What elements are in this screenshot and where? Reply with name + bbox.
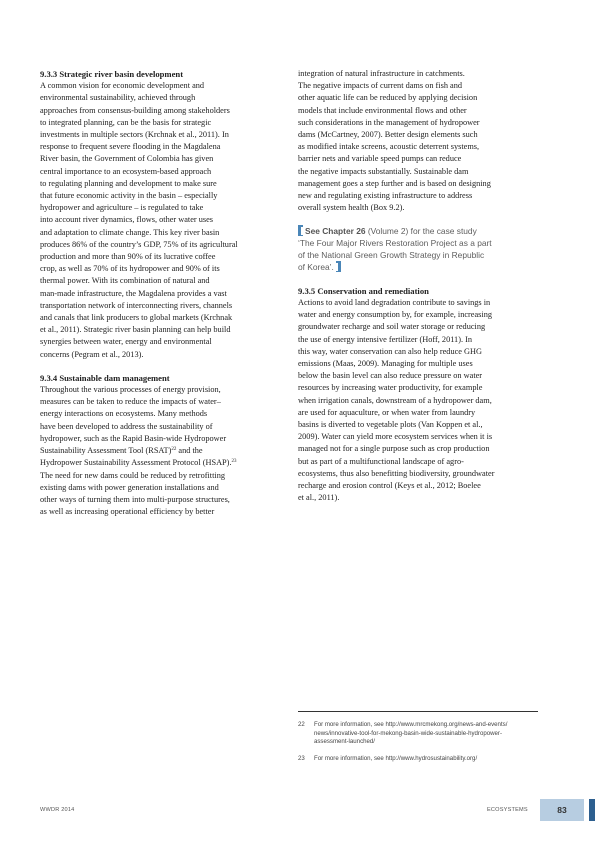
rsat-text: Sustainability Assessment Tool (RSAT) — [40, 446, 172, 456]
footnotes — [298, 721, 543, 771]
text-line: Throughout the various processes of energy provision, — [40, 385, 221, 395]
text-line: into account river dynamics, flows, other water uses — [40, 215, 214, 225]
chapter-crossref[interactable] — [298, 225, 539, 273]
crossref-text-4: of Korea’. — [298, 262, 334, 273]
text-line: energy interactions on ecosystems. Many methods — [40, 409, 208, 419]
section-heading-conservation: 9.3.5 Conservation and remediation — [298, 285, 429, 296]
page-tab-marker — [589, 799, 595, 821]
text-line: this way, water conservation can also help reduce GHG — [298, 346, 483, 356]
text-line: the use of energy intensive fertilizer (Hoff, 2011). In — [298, 334, 473, 344]
text-line: central importance to an ecosystem-based approach — [40, 166, 212, 176]
text-line: dams (McCartney, 2007). Better design elements such — [298, 130, 478, 140]
text-line: have been developed to address the sustainability of — [40, 421, 213, 431]
text-line: as well as increasing operational efficiency by better — [40, 507, 215, 517]
text-line: The need for new dams could be reduced by retrofitting — [40, 470, 225, 480]
text-line: emissions (Maas, 2009). Managing for multiple uses — [298, 359, 473, 369]
left-column — [40, 68, 285, 518]
hsap-line — [40, 457, 285, 469]
right-column — [298, 68, 539, 504]
footnote-link-text[interactable]: For more information, see http://www.hydrosustainability.org/ — [314, 754, 478, 762]
text-line: other aquatic life can be reduced by applying decision — [298, 93, 478, 103]
text-line: Actions to avoid land degradation contribute to savings in — [298, 298, 491, 308]
text-line: and canals that link producers to global markets (Krchnak — [40, 313, 233, 323]
text-line: that future economic activity in the basin – especially — [40, 191, 218, 201]
section-heading-sustainable-dam: 9.3.4 Sustainable dam management — [40, 372, 170, 383]
page-number: 83 — [540, 799, 584, 821]
paragraph-strategic-river-basin — [40, 80, 285, 361]
text-line: investments in multiple sectors (Krchnak et al., 2011). In — [40, 130, 229, 140]
text-line: approaches from consensus-building among stakeholders — [40, 105, 230, 115]
paragraph-sustainable-dam — [40, 384, 285, 518]
text-line: are used for aquaculture, or when water from laundry — [298, 407, 476, 417]
text-line: to regulating planning and development to make sure — [40, 178, 217, 188]
footnote-link-text[interactable]: For more information, see http://www.mrcmekong.org/news-and-events/ — [314, 721, 508, 728]
text-line: A common vision for economic development and — [40, 81, 205, 91]
text-line: crop, as well as 70% of its hydropower and 90% of its — [40, 264, 220, 274]
text-line: new and regulating existing infrastructure to address — [298, 191, 473, 201]
footnote-link-text[interactable]: news/innovative-tool-for-mekong-basin-wide-sustainable-hydropower- — [314, 729, 502, 737]
rsat-line — [40, 445, 285, 457]
text-line: basins is diverted to vegetable plots (Van Koppen et al., — [298, 420, 483, 430]
text-line: models that include environmental flows and other — [298, 105, 467, 115]
crossref-text-1: (Volume 2) for the case study — [365, 226, 477, 237]
text-line: man-made infrastructure, the Magdalena provides a vast — [40, 288, 227, 298]
text-line: response to frequent severe flooding in the Magdalena — [40, 142, 221, 152]
text-line: production and more than 90% of its lucrative coffee — [40, 252, 216, 262]
text-line: the negative impacts substantially. Sustainable dam — [298, 166, 469, 176]
text-line: River basin, the Government of Colombia has given — [40, 154, 214, 164]
text-line: as modified intake screens, acoustic deterrent systems, — [298, 142, 480, 152]
footnote-link-text[interactable]: assessment-launched/ — [314, 738, 375, 746]
crossref-text-2: ‘The Four Major Rivers Restoration Project as a part — [298, 238, 492, 249]
text-line: thermal power. With its combination of natural and — [40, 276, 210, 286]
text-line: such considerations in the management of hydropower — [298, 117, 480, 127]
text-line: produces 86% of the country’s GDP, 75% of its agricultural — [40, 239, 238, 249]
paragraph-continuation — [298, 68, 539, 214]
text-line: concerns (Pegram et al., 2013). — [40, 349, 144, 359]
text-line: management goes a step further and is based on designing — [298, 178, 491, 188]
text-line: hydropower, such as the Rapid Basin-wide Hydropower — [40, 433, 227, 443]
footnote-ref-23[interactable]: 23 — [231, 459, 237, 465]
text-line: when irrigation canals, downstream of a hydropower dam, — [298, 395, 492, 405]
text-line: managed not for a single purpose such as crop production — [298, 444, 490, 454]
footnote-23 — [298, 755, 543, 764]
text-line: but as part of a multifunctional landscape of agro- — [298, 456, 464, 466]
text-line: water and energy consumption by, for example, increasing — [298, 310, 492, 320]
text-line: integration of natural infrastructure in catchments. — [298, 69, 465, 78]
hsap-text: Hydropower Sustainability Assessment Protocol (HSAP). — [40, 458, 232, 468]
footer-section-name: ECOSYSTEMS — [487, 807, 528, 813]
text-line: below the basin level can also reduce pressure on water — [298, 371, 483, 381]
text-line: environmental sustainability, achieved through — [40, 93, 196, 103]
close-bracket-icon — [338, 261, 341, 272]
paragraph-conservation — [298, 297, 539, 504]
section-heading-strategic-river-basin: 9.3.3 Strategic river basin development — [40, 69, 184, 79]
footer-report-title: WWDR 2014 — [40, 807, 75, 813]
footnote-number: 22 — [298, 721, 305, 728]
footnote-22 — [298, 721, 543, 747]
text-line: to integrated planning, can be the basis for strategic — [40, 117, 212, 127]
text-line: synergies between water, energy and environmental — [40, 337, 212, 347]
text-line: groundwater recharge and soil water storage or reducing — [298, 322, 486, 332]
text-line: 2009). Water can yield more ecosystem services when it is — [298, 432, 493, 442]
crossref-chapter-link[interactable]: See Chapter 26 — [305, 226, 366, 237]
text-line: recharge and erosion control (Keys et al., 2012; Boelee — [298, 481, 481, 491]
text-line: and adaptation to climate change. This key river basin — [40, 227, 220, 237]
text-line: resources by increasing water productivity, for example — [298, 383, 483, 393]
text-line: other ways of turning them into multi-purpose structures, — [40, 494, 230, 504]
text-line: measures can be taken to reduce the impacts of water– — [40, 397, 221, 407]
text-line: overall system health (Box 9.2). — [298, 203, 405, 213]
text-line: The negative impacts of current dams on fish and — [298, 81, 463, 91]
text-line: barrier nets and variable speed pumps can reduce — [298, 154, 462, 164]
footnote-ref-22[interactable]: 22 — [171, 447, 177, 453]
footnote-divider — [298, 711, 538, 712]
text-line: hydropower and agriculture – is regulated to take — [40, 203, 204, 213]
text-line: et al., 2011). — [298, 493, 340, 503]
text-line: et al., 2011). Strategic river basin planning can help build — [40, 325, 231, 335]
text-line: existing dams with power generation installations and — [40, 482, 219, 492]
crossref-text-3: of the National Green Growth Strategy in Republic — [298, 249, 485, 260]
open-bracket-icon — [298, 225, 301, 236]
rsat-after-text: and the — [176, 446, 203, 456]
text-line: ecosystems, thus also benefitting biodiversity, groundwater — [298, 468, 495, 478]
text-line: transportation network of interconnecting rivers, channels — [40, 300, 233, 310]
footnote-number: 23 — [298, 754, 305, 762]
